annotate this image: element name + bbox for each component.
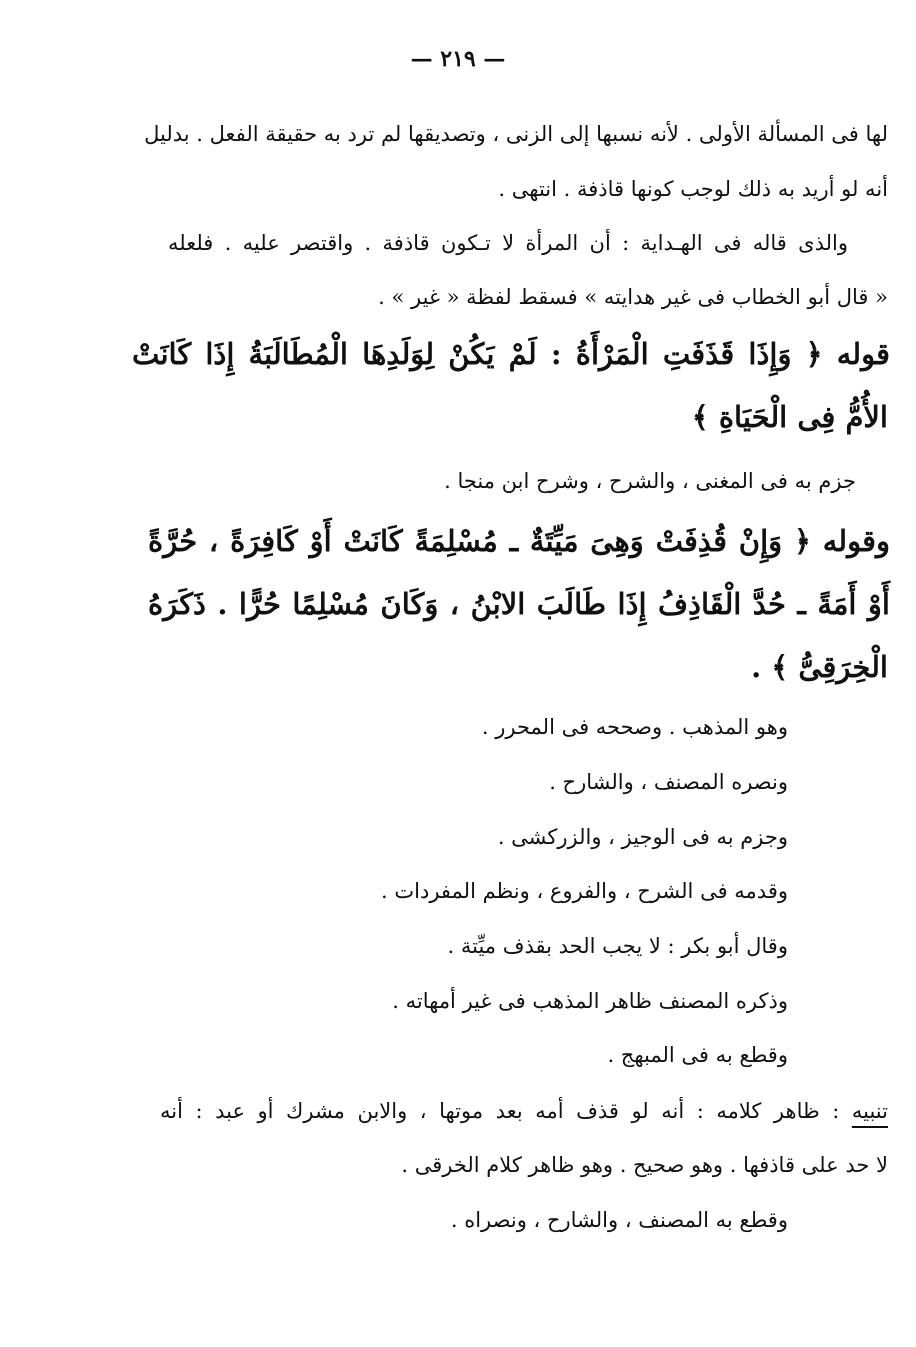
text-line: « قال أبو الخطاب فى غير هدايته » فسقط لفظة « غير » . [378,285,888,309]
note-label: تنبيه [851,1099,888,1123]
text-line: أنه لو أريد به ذلك لوجب كونها قاذفة . انتهى . [498,177,888,201]
quran-verse-line: الأُمُّ فِى الْحَيَاةِ ﴾ [691,400,888,434]
text-line: وذكره المصنف ظاهر المذهب فى غير أمهاته . [392,989,788,1013]
text-line: والذى قاله فى الهـداية : أن المرأة لا تـكون قاذفة . واقتصر عليه . فلعله [168,231,848,255]
text-line: لا حد على قاذفها . وهو صحيح . وهو ظاهر كلام الخرقى . [401,1153,888,1177]
text-line: ونصره المصنف ، والشارح . [549,770,788,794]
text-line: وهو المذهب . وصححه فى المحرر . [481,715,788,739]
note-text: : ظاهر كلامه : أنه لو قذف أمه بعد موتها ، والابن مشرك أو عبد : أنه [160,1099,840,1123]
quran-verse-line: الْخِرَقِىُّ ﴾ . [751,650,888,684]
text-line: وقال أبو بكر : لا يجب الحد بقذف ميِّتة . [447,934,788,958]
quran-verse-line: أَوْ أَمَةً ـ حُدَّ الْقَاذِفُ إِذَا طَالَبَ الابْنُ ، وَكَانَ مُسْلِمًا حُرًّا . ذَكَرَهُ [148,587,890,621]
text-line: وقطع به المصنف ، والشارح ، ونصراه . [450,1208,788,1232]
page-number: — ٢١٩ — [410,46,506,72]
text-line: وجزم به فى الوجيز ، والزركشى . [497,825,788,849]
quran-verse-line: قوله ﴿ وَإِذَا قَذَفَتِ الْمَرْأَةُ : لَمْ يَكُنْ لِوَلَدِهَا الْمُطَالَبَةُ إِذَا كَانَتْ [132,337,890,371]
text-line: لها فى المسألة الأولى . لأنه نسبها إلى الزنى ، وتصديقها لم ترد به حقيقة الفعل . بدليل [144,122,888,146]
note-line [160,1096,888,1126]
text-line: وقطع به فى المبهج . [607,1043,788,1067]
quran-verse-line: وقوله ﴿ وَإِنْ قُذِفَتْ وَهِىَ مَيِّتَةٌ ـ مُسْلِمَةً كَانَتْ أَوْ كَافِرَةً ، حُرَّةً [148,524,890,558]
text-line: وقدمه فى الشرح ، والفروع ، ونظم المفردات . [381,879,788,903]
text-line: جزم به فى المغنى ، والشرح ، وشرح ابن منجا . [444,469,856,493]
